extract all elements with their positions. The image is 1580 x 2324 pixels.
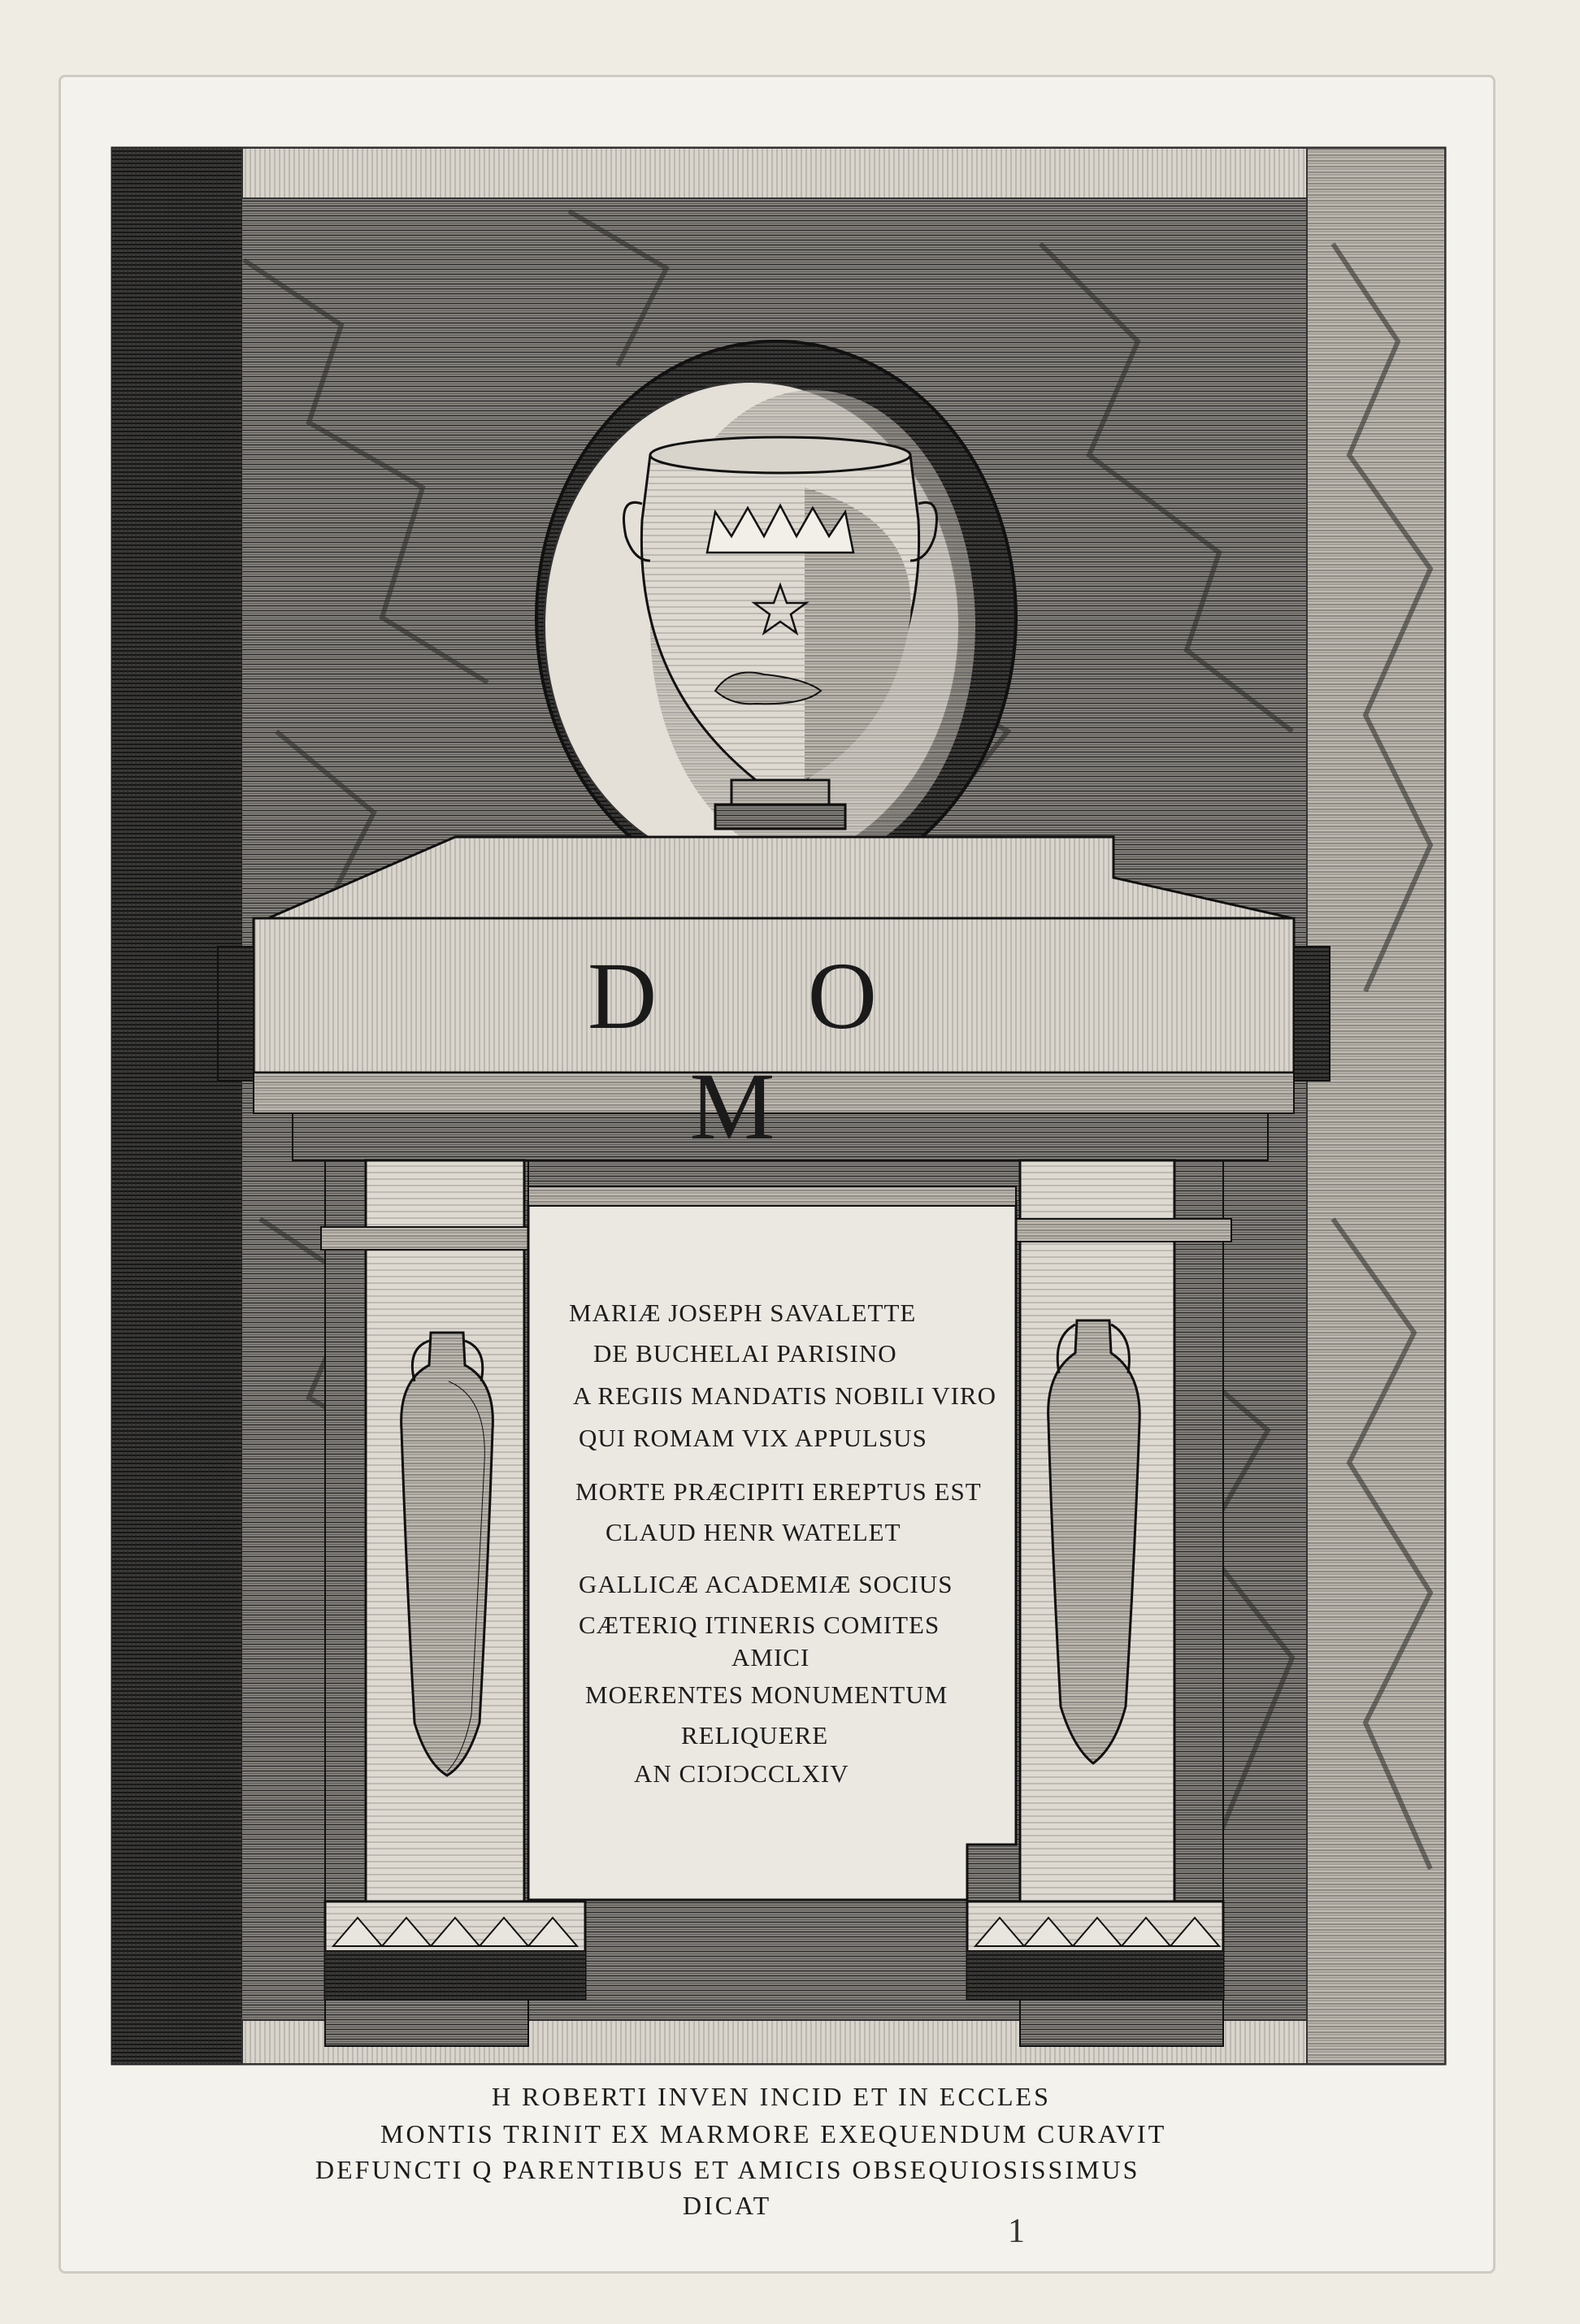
epitaph-line: CLAUD HENR WATELET — [606, 1518, 901, 1546]
left-amphora — [402, 1333, 493, 1776]
caption-line: DICAT — [683, 2191, 772, 2220]
epitaph-line: A REGIIS MANDATIS NOBILI VIRO — [573, 1381, 996, 1410]
epitaph-line: MOERENTES MONUMENTUM — [585, 1680, 948, 1709]
epitaph-line: CÆTERIQ ITINERIS COMITES — [579, 1611, 940, 1639]
caption-line: MONTIS TRINIT EX MARMORE EXEQUENDUM CURAVIT — [380, 2119, 1167, 2148]
right-band — [1307, 148, 1445, 2064]
caption-line: DEFUNCTI Q PARENTIBUS ET AMICIS OBSEQUIOSISSIMUS — [315, 2155, 1140, 2184]
epitaph-line: AMICI — [731, 1643, 810, 1671]
caption-line: H ROBERTI INVEN INCID ET IN ECCLES — [492, 2082, 1051, 2111]
plate-number: 1 — [1008, 2213, 1025, 2250]
epitaph-line: RELIQUERE — [681, 1721, 829, 1750]
epitaph-line: MARIÆ JOSEPH SAVALETTE — [569, 1299, 917, 1327]
epitaph-line: MORTE PRÆCIPITI EREPTUS EST — [575, 1477, 982, 1506]
epitaph-line: DE BUCHELAI PARISINO — [593, 1339, 897, 1368]
monument-title-dom: D O M — [588, 943, 940, 1160]
epitaph-line: QUI ROMAM VIX APPULSUS — [579, 1424, 927, 1452]
top-band — [242, 148, 1445, 198]
right-amphora — [1048, 1320, 1140, 1763]
epitaph-line: GALLICÆ ACADEMIÆ SOCIUS — [579, 1570, 953, 1598]
left-dark-band — [112, 148, 242, 2064]
epitaph-line: AN CIƆIƆCCLXIV — [634, 1759, 849, 1788]
